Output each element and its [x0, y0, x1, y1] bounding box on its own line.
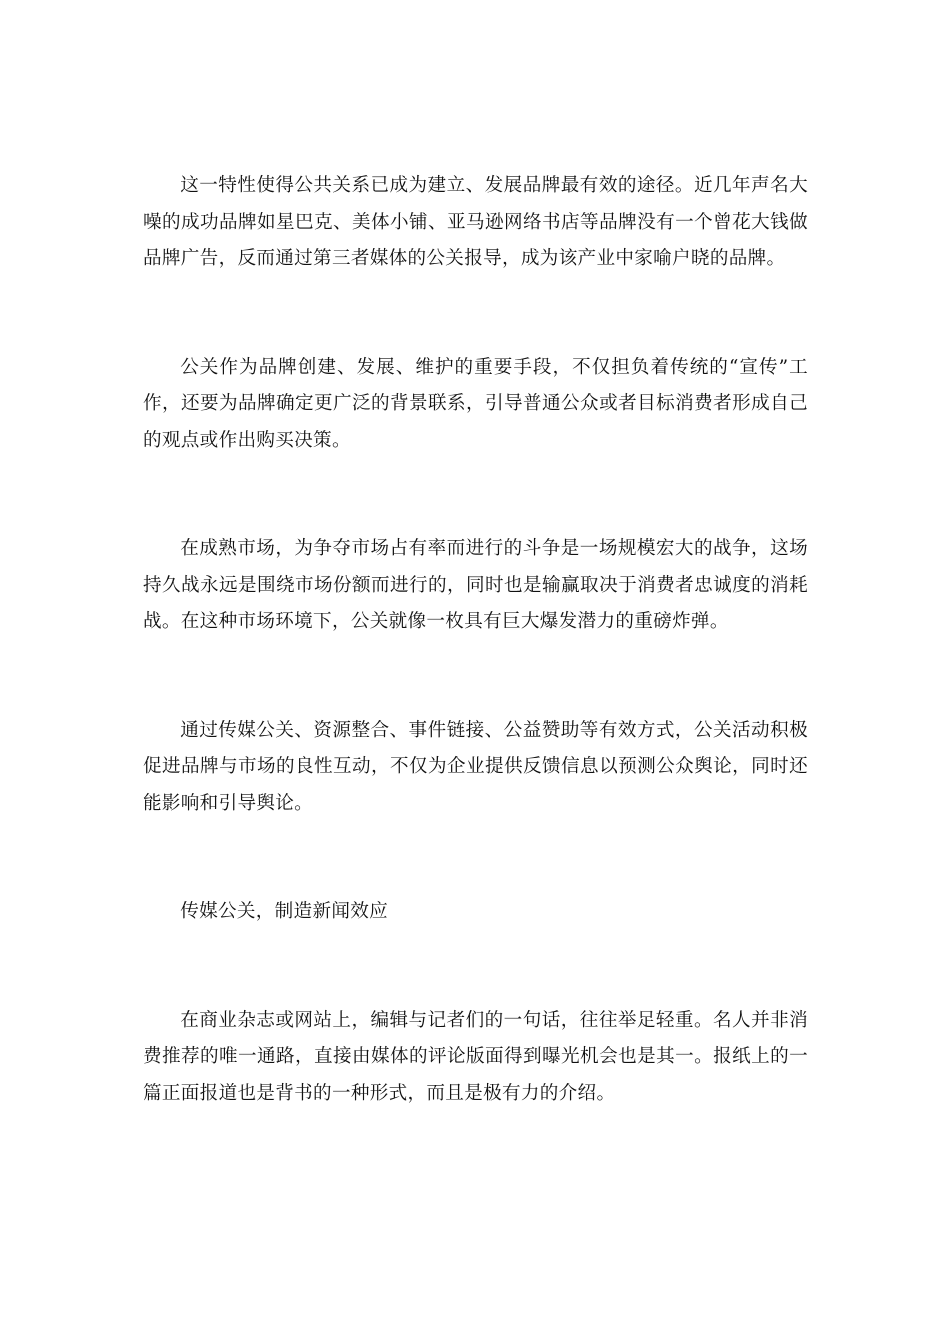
paragraph-1: 这一特性使得公共关系已成为建立、发展品牌最有效的途径。近几年声名大噪的成功品牌如星巴克、美体小铺、亚马逊网络书店等品牌没有一个曾花大钱做品牌广告，反而通过第三者媒体的公关报导，成为该产业中家喻户晓的品牌。 — [143, 175, 808, 269]
paragraph-3: 在成熟市场，为争夺市场占有率而进行的斗争是一场规模宏大的战争，这场持久战永远是围绕市场份额而进行的，同时也是输赢取决于消费者忠诚度的消耗战。在这种市场环境下，公关就像一枚具有巨大爆发潜力的重磅炸弹。 — [143, 538, 808, 632]
paragraph-5: 在商业杂志或网站上，编辑与记者们的一句话，往往举足轻重。名人并非消费推荐的唯一通路，直接由媒体的评论版面得到曝光机会也是其一。报纸上的一篇正面报道也是背书的一种形式，而且是极有力的介绍。 — [143, 1009, 808, 1104]
paragraph-4: 通过传媒公关、资源整合、事件链接、公益赞助等有效方式，公关活动积极促进品牌与市场的良性互动，不仅为企业提供反馈信息以预测公众舆论，同时还能影响和引导舆论。 — [143, 719, 808, 814]
section-heading: 传媒公关，制造新闻效应 — [180, 901, 389, 922]
document-body — [143, 168, 808, 1184]
paragraph-2: 公关作为品牌创建、发展、维护的重要手段，不仅担负着传统的“宣传”工作，还要为品牌确定更广泛的背景联系，引导普通公众或者目标消费者形成自己的观点或作出购买决策。 — [143, 356, 808, 451]
